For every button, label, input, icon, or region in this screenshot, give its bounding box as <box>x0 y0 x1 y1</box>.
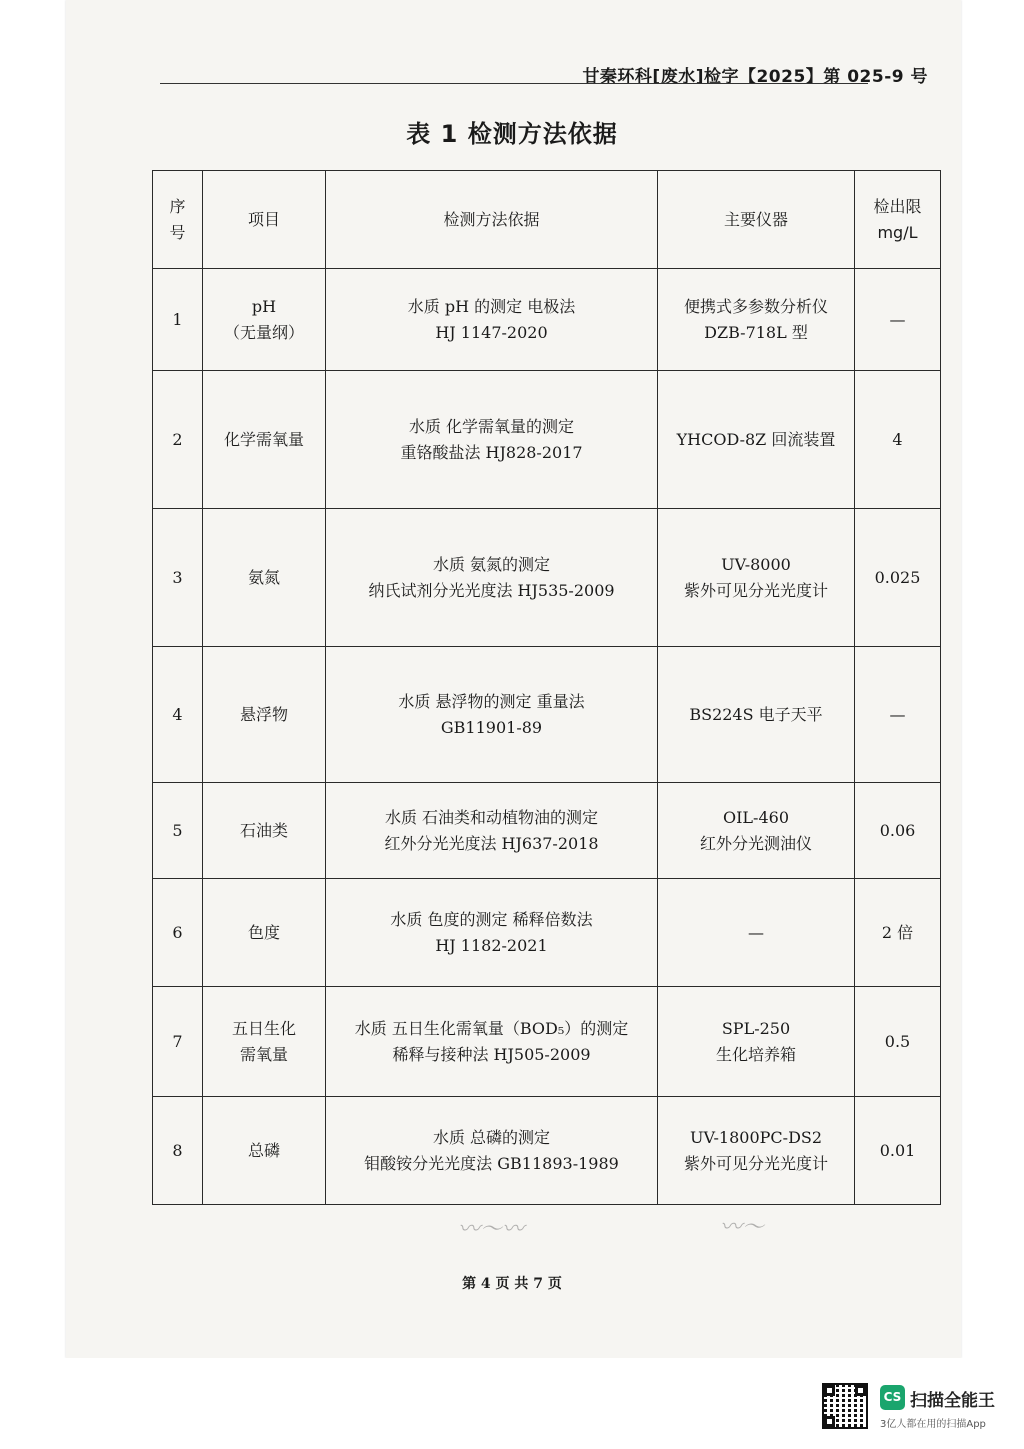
table-title: 表 1 检测方法依据 <box>406 120 618 148</box>
cell-method <box>326 1097 658 1205</box>
qr-code-icon <box>822 1383 868 1429</box>
cell-method <box>326 879 658 987</box>
header-seq: 序 号 <box>153 171 203 269</box>
table-row <box>153 783 941 879</box>
cell-limit: 0.01 <box>855 1097 941 1205</box>
cell-method-line: 水质 色度的测定 稀释倍数法 <box>390 909 593 929</box>
handwritten-signature: 〰〜〰 <box>458 1217 525 1242</box>
cell-instrument-line: SPL-250 <box>721 1018 791 1038</box>
table-row <box>153 987 941 1097</box>
scanner-app-tagline: 3亿人都在用的扫描App <box>880 1419 986 1430</box>
cell-instrument-line: YHCOD-8Z 回流装置 <box>676 429 836 449</box>
table-row <box>153 269 941 371</box>
table-row <box>153 879 941 987</box>
page-number: 第 4 页 共 7 页 <box>462 1276 562 1292</box>
table-header-row <box>153 171 941 269</box>
camscanner-logo-icon: CS <box>880 1385 905 1410</box>
cell-instrument-line: 生化培养箱 <box>715 1044 796 1064</box>
cell-item <box>203 987 326 1097</box>
cell-seq: 8 <box>153 1097 203 1205</box>
table-row <box>153 509 941 647</box>
cell-limit: — <box>855 269 941 371</box>
cell-limit: 0.025 <box>855 509 941 647</box>
cell-method-line: 水质 总磷的测定 <box>432 1127 551 1147</box>
cell-method-line: 水质 化学需氧量的测定 <box>408 416 575 436</box>
cell-instrument-line: — <box>748 922 764 942</box>
cell-method <box>326 987 658 1097</box>
table-row <box>153 371 941 509</box>
cell-seq: 5 <box>153 783 203 879</box>
scanner-footer <box>0 1358 1024 1449</box>
cell-item <box>203 1097 326 1205</box>
cell-method-line: GB11901-89 <box>440 717 543 737</box>
cell-instrument <box>658 647 855 783</box>
cell-seq: 6 <box>153 879 203 987</box>
cell-item-line: 总磷 <box>247 1140 280 1160</box>
header-instrument: 主要仪器 <box>658 171 855 269</box>
header-method: 检测方法依据 <box>326 171 658 269</box>
cell-method-line: 水质 悬浮物的测定 重量法 <box>398 691 585 711</box>
table-row <box>153 1097 941 1205</box>
cell-limit: 0.06 <box>855 783 941 879</box>
cell-method-line: 稀释与接种法 HJ505-2009 <box>392 1044 591 1064</box>
cell-limit: — <box>855 647 941 783</box>
cell-limit: 0.5 <box>855 987 941 1097</box>
cell-seq: 7 <box>153 987 203 1097</box>
cell-method-line: HJ 1182-2021 <box>435 935 548 955</box>
cell-seq: 4 <box>153 647 203 783</box>
cell-item-line: 氨氮 <box>247 567 280 587</box>
cell-method-line: 水质 氨氮的测定 <box>432 554 551 574</box>
cell-instrument-line: UV-1800PC-DS2 <box>689 1127 823 1147</box>
cell-instrument <box>658 509 855 647</box>
header-limit: 检出限 mg/L <box>855 171 941 269</box>
cell-method-line: 水质 石油类和动植物油的测定 <box>384 807 599 827</box>
cell-method-line: 水质 五日生化需氧量（BOD₅）的测定 <box>354 1018 629 1038</box>
cell-instrument <box>658 987 855 1097</box>
cell-item <box>203 783 326 879</box>
cell-instrument <box>658 1097 855 1205</box>
cell-item-line: 悬浮物 <box>239 704 288 724</box>
cell-instrument-line: OIL-460 <box>722 807 789 827</box>
cell-item-line: 五日生化 <box>231 1018 296 1038</box>
cell-instrument-line: BS224S 电子天平 <box>689 704 823 724</box>
cell-seq: 2 <box>153 371 203 509</box>
cell-item-line: 石油类 <box>239 820 288 840</box>
cell-item-line: pH <box>251 296 277 316</box>
cell-method-line: 水质 pH 的测定 电极法 <box>407 296 576 316</box>
cell-method <box>326 783 658 879</box>
cell-seq: 1 <box>153 269 203 371</box>
cell-instrument-line: 红外分光测油仪 <box>699 833 812 853</box>
header-item: 项目 <box>203 171 326 269</box>
cell-method <box>326 647 658 783</box>
document-number: 甘秦环科[废水]检字【2025】第 025-9 号 <box>582 67 928 87</box>
cell-item <box>203 647 326 783</box>
cell-method <box>326 371 658 509</box>
cell-item-line: 需氧量 <box>239 1044 288 1064</box>
cell-item-line: （无量纲） <box>223 322 304 342</box>
cell-item-line: 化学需氧量 <box>223 429 304 449</box>
cell-instrument-line: DZB-718L 型 <box>704 322 808 342</box>
header-rule <box>160 83 868 84</box>
cell-instrument-line: 紫外可见分光光度计 <box>683 580 828 600</box>
cell-method-line: 钼酸铵分光光度法 GB11893-1989 <box>364 1153 619 1173</box>
cell-item <box>203 269 326 371</box>
cell-instrument <box>658 879 855 987</box>
cell-instrument-line: UV-8000 <box>721 554 791 574</box>
cell-seq: 3 <box>153 509 203 647</box>
cell-method <box>326 269 658 371</box>
cell-limit: 2 倍 <box>855 879 941 987</box>
cell-limit: 4 <box>855 371 941 509</box>
methods-table <box>152 170 941 1205</box>
cell-method-line: 红外分光光度法 HJ637-2018 <box>384 833 599 853</box>
cell-instrument <box>658 371 855 509</box>
cell-item <box>203 371 326 509</box>
cell-instrument <box>658 269 855 371</box>
cell-instrument-line: 便携式多参数分析仪 <box>683 296 828 316</box>
cell-item <box>203 879 326 987</box>
cell-method <box>326 509 658 647</box>
cell-method-line: 重铬酸盐法 HJ828-2017 <box>400 442 583 462</box>
cell-item-line: 色度 <box>247 922 280 942</box>
cell-method-line: 纳氏试剂分光光度法 HJ535-2009 <box>368 580 615 600</box>
cell-instrument <box>658 783 855 879</box>
table-row <box>153 647 941 783</box>
cell-method-line: HJ 1147-2020 <box>435 322 548 342</box>
handwritten-signature: 〰〜 <box>720 1215 765 1240</box>
scanner-app-name: 扫描全能王 <box>910 1391 995 1411</box>
cell-instrument-line: 紫外可见分光光度计 <box>683 1153 828 1173</box>
cell-item <box>203 509 326 647</box>
